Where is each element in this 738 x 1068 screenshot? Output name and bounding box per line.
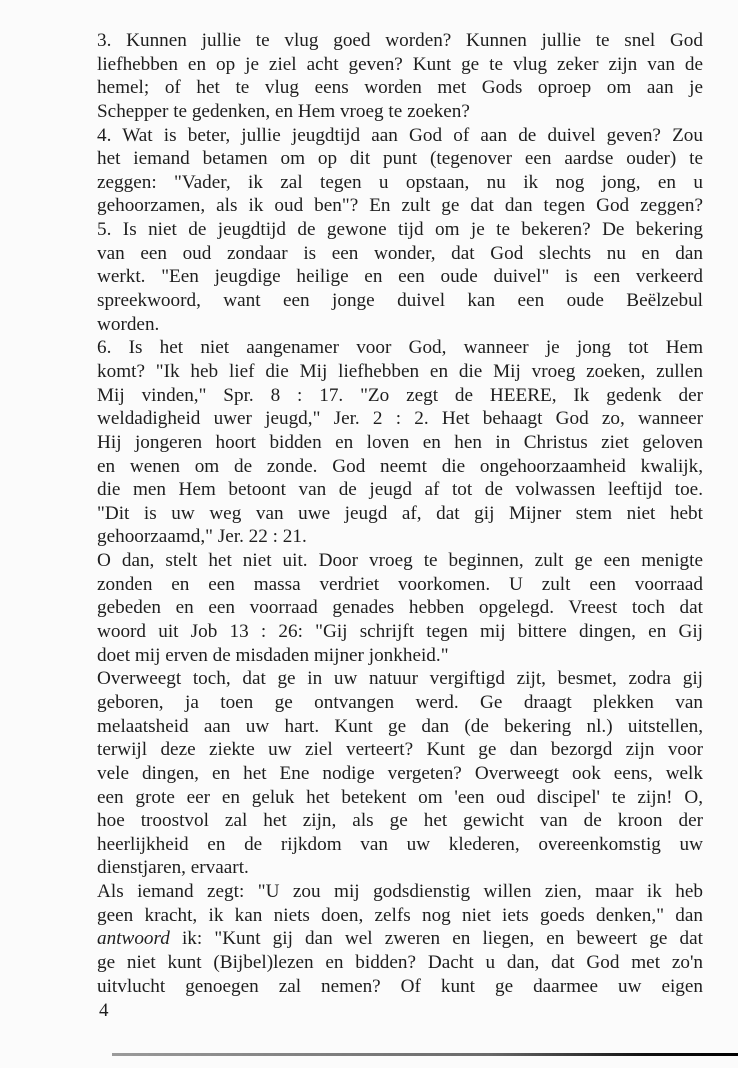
line-text: zonden en een massa verdriet voorkomen. U zult een voorraad [97, 573, 703, 595]
text-line [97, 29, 703, 53]
text-line [97, 904, 703, 928]
text-line [97, 667, 703, 691]
text-line [97, 762, 703, 786]
line-text: doet mij erven de misdaden mijner jonkheid." [97, 644, 449, 666]
text-line [97, 265, 703, 289]
text-line [97, 502, 703, 526]
text-line [97, 384, 703, 408]
line-text: terwijl deze ziekte uw ziel verteert? Kunt ge dan bezorgd zijn voor [97, 739, 703, 761]
text-line [97, 856, 703, 880]
text-line [97, 809, 703, 833]
text-line [97, 525, 703, 549]
line-text: 4. Wat is beter, jullie jeugdtijd aan God of aan de duivel geven? Zou [97, 124, 703, 146]
text-line [97, 478, 703, 502]
line-text: dienstjaren, ervaart. [97, 857, 249, 879]
text-line [97, 738, 703, 762]
line-text: het iemand betamen om op dit punt (tegenover een aardse ouder) te [97, 148, 703, 170]
line-text: spreekwoord, want een jonge duivel kan een oude Beëlzebul [97, 290, 703, 312]
line-text: Hij jongeren hoort bidden en loven en hen in Christus ziet geloven [97, 431, 703, 453]
text-line [97, 573, 703, 597]
text-line [97, 194, 703, 218]
text-line [97, 951, 703, 975]
line-text: hoe troostvol zal het zijn, als ge het gewicht van de kroon der [97, 810, 703, 832]
text-line [97, 455, 703, 479]
line-text: woord uit Job 13 : 26: "Gij schrijft tegen mij bittere dingen, en Gij [97, 621, 703, 643]
text-line [97, 880, 703, 904]
line-text: 3. Kunnen jullie te vlug goed worden? Kunnen jullie te snel God [97, 30, 703, 51]
line-text: melaatsheid aan uw hart. Kunt ge dan (de bekering nl.) uitstellen, [97, 715, 703, 737]
bottom-rule [112, 1053, 738, 1056]
text-line [97, 53, 703, 77]
line-text: een grote eer en geluk het betekent om 'een oud discipel' te zijn! O, [97, 786, 703, 808]
text-line [97, 407, 703, 431]
line-text: ge niet kunt (Bijbel)lezen en bidden? Dacht u dan, dat God met zo'n [97, 951, 703, 973]
line-text: Als iemand zegt: "U zou mij godsdienstig willen zien, maar ik heb [97, 881, 703, 903]
text-line [97, 620, 703, 644]
body-text [97, 29, 703, 998]
line-text: 6. Is het niet aangenamer voor God, wanneer je jong tot Hem [97, 337, 703, 359]
text-line [97, 431, 703, 455]
line-text: zeggen: "Vader, ik zal tegen u opstaan, nu ik nog jong, en u [97, 171, 703, 193]
line-text: heerlijkheid en de rijkdom van uw klederen, overeenkomstig uw [97, 833, 703, 855]
line-text: komt? "Ik heb lief die Mij liefhebben en die Mij vroeg zoeken, zullen [97, 360, 703, 382]
text-line [97, 975, 703, 999]
line-text: worden. [97, 313, 160, 335]
text-line [97, 715, 703, 739]
text-line [97, 336, 703, 360]
text-line [97, 691, 703, 715]
line-text: "Dit is uw weg van uwe jeugd af, dat gij Mijner stem niet hebt [97, 502, 703, 524]
line-text: Mij vinden," Spr. 8 : 17. "Zo zegt de HEERE, Ik gedenk der [97, 384, 703, 406]
line-text: die men Hem betoont van de jeugd af tot de volwassen leeftijd toe. [97, 479, 703, 501]
line-text: Overweegt toch, dat ge in uw natuur vergiftigd zijt, besmet, zodra gij [97, 668, 703, 690]
line-text: weldadigheid uwer jeugd," Jer. 2 : 2. Het behaagt God zo, wanneer [97, 408, 703, 430]
text-line [97, 242, 703, 266]
line-text: geboren, ja toen ge ontvangen werd. Ge draagt plekken van [97, 691, 703, 713]
text-line [97, 644, 703, 668]
line-text: hemel; of het te vlug eens worden met Gods oproep om aan je [97, 77, 703, 99]
text-line [97, 289, 703, 313]
text-line [97, 833, 703, 857]
italic-word: antwoord [97, 928, 170, 950]
line-text: geen kracht, ik kan niets doen, zelfs nog niet iets goeds denken," dan [97, 904, 703, 926]
line-text: liefhebben en op je ziel acht geven? Kunt ge te vlug zeker zijn van de [97, 53, 703, 75]
text-line [97, 927, 703, 951]
line-text: ik: "Kunt gij dan wel zweren en liegen, en beweert ge dat [169, 928, 703, 950]
text-line [97, 360, 703, 384]
text-line [97, 76, 703, 100]
text-line [97, 786, 703, 810]
line-text: gebeden en een voorraad genades hebben opgelegd. Vreest toch dat [97, 597, 703, 619]
line-text: gehoorzaamd," Jer. 22 : 21. [97, 526, 307, 548]
line-text: O dan, stelt het niet uit. Door vroeg te beginnen, zult ge een menigte [97, 550, 703, 572]
text-line [97, 100, 703, 124]
text-line [97, 218, 703, 242]
text-line [97, 171, 703, 195]
line-text: vele dingen, en het Ene nodige vergeten? Overweegt ook eens, welk [97, 762, 703, 784]
line-text: Schepper te gedenken, en Hem vroeg te zoeken? [97, 100, 470, 122]
text-line [97, 549, 703, 573]
text-line [97, 313, 703, 337]
text-line [97, 124, 703, 148]
text-line [97, 596, 703, 620]
text-line [97, 147, 703, 171]
line-text: en wenen om de zonde. God neemt die ongehoorzaamheid kwalijk, [97, 455, 703, 477]
line-text: werkt. "Een jeugdige heilige en een oude duivel" is een verkeerd [97, 266, 703, 288]
line-text: 5. Is niet de jeugdtijd de gewone tijd om je te bekeren? De bekering [97, 219, 703, 241]
line-text: van een oud zondaar is een wonder, dat God slechts nu en dan [97, 242, 703, 264]
line-text: gehoorzamen, als ik oud ben"? En zult ge dat dan tegen God zeggen? [97, 195, 703, 217]
line-text: uitvlucht genoegen zal nemen? Of kunt ge daarmee uw eigen [97, 975, 703, 997]
page-number: 4 [99, 1000, 109, 1021]
